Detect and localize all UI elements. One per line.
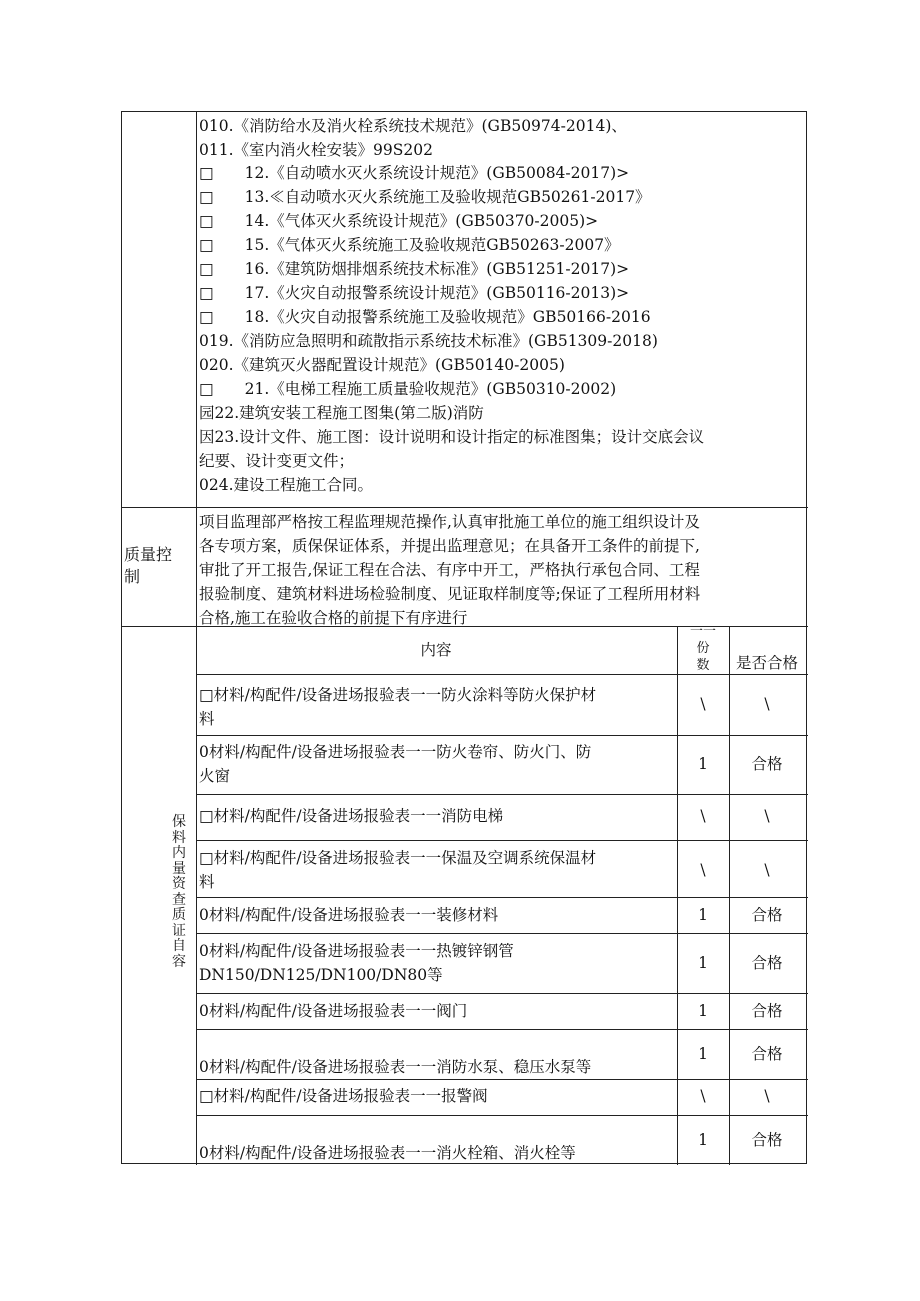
- reference-item: □ 12.《自动喷水灭火系统设计规范》(GB50084-2017)>: [199, 164, 630, 182]
- qualified-value: 合格: [751, 906, 783, 924]
- quality-line: 审批了开工报告,保证工程在合法、有序中开工，严格执行承包合同、工程: [199, 561, 700, 579]
- copies-value: 1: [698, 1002, 708, 1020]
- row-divider: [196, 674, 808, 675]
- reference-item: □ 17.《火灾自动报警系统设计规范》(GB50116-2013)>: [199, 284, 630, 302]
- material-item: 0材料/构配件/设备进场报验表一一阀门: [199, 1002, 468, 1020]
- reference-item: □ 13.≪自动喷水灭火系统施工及验收规范GB50261-2017》: [199, 188, 651, 206]
- material-item: □材料/构配件/设备进场报验表一一消防电梯: [199, 807, 504, 825]
- copies-value: \: [700, 1087, 706, 1105]
- section-divider-1: [122, 507, 808, 508]
- reference-item: 园22.建筑安装工程施工图集(第二版)消防: [199, 404, 484, 422]
- reference-item: 纪要、设计变更文件；: [199, 452, 355, 470]
- copies-value: 1: [698, 1045, 708, 1063]
- reference-item: □ 16.《建筑防烟排烟系统技术标准》(GB51251-2017)>: [199, 260, 630, 278]
- reference-item: 020.《建筑灭火器配置设计规范》(GB50140-2005): [199, 356, 565, 374]
- row-divider: [196, 794, 808, 795]
- material-item-cont: 料: [199, 873, 215, 891]
- material-item-cont: DN150/DN125/DN100/DN80等: [199, 966, 443, 984]
- quality-line: 报验制度、建筑材料进场检验制度、见证取样制度等;保证了工程所用材料: [199, 585, 701, 603]
- qualified-value: \: [764, 1087, 770, 1105]
- qualified-value: 合格: [751, 1045, 783, 1063]
- qualified-value: 合格: [751, 954, 783, 972]
- material-item: 0材料/构配件/设备进场报验表一一热镀锌钢管: [199, 942, 514, 960]
- reference-item: □ 14.《气体灭火系统设计规范》(GB50370-2005)>: [199, 212, 599, 230]
- material-item: □材料/构配件/设备进场报验表一一防火涂料等防火保护材: [199, 686, 597, 704]
- header-content: 内容: [420, 641, 452, 659]
- row-divider: [196, 840, 808, 841]
- reference-item: 010.《消防给水及消火栓系统技术规范》(GB50974-2014)、: [199, 117, 627, 135]
- row-divider: [196, 1079, 808, 1080]
- material-item: 0材料/构配件/设备进场报验表一一消防水泵、稳压水泵等: [199, 1058, 592, 1076]
- reference-item: □ 15.《气体灭火系统施工及验收规范GB50263-2007》: [199, 236, 620, 254]
- reference-item: 019.《消防应急照明和疏散指示系统技术标准》(GB51309-2018): [199, 332, 658, 350]
- qualified-value: \: [764, 807, 770, 825]
- row-divider: [196, 1029, 808, 1030]
- row-divider: [196, 1115, 808, 1116]
- quality-line: 各专项方案，质保保证体系，并提出监理意见；在具备开工条件的前提下,: [199, 537, 700, 555]
- qualified-value: \: [764, 861, 770, 879]
- material-item: 0材料/构配件/设备进场报验表一一消火栓箱、消火栓等: [199, 1144, 576, 1162]
- quality-line: 合格,施工在验收合格的前提下有序进行: [199, 609, 468, 627]
- reference-item: □ 21.《电梯工程施工质量验收规范》(GB50310-2002): [199, 380, 617, 398]
- row-divider: [196, 993, 808, 994]
- reference-item: □ 18.《火灾自动报警系统施工及验收规范》GB50166-2016: [199, 308, 651, 326]
- quality-control-label: 质量控 制: [124, 545, 173, 586]
- material-item: 0材料/构配件/设备进场报验表一一防火卷帘、防火门、防: [199, 743, 592, 761]
- copies-value: \: [700, 861, 706, 879]
- qualified-value: \: [764, 695, 770, 713]
- row-divider: [196, 897, 808, 898]
- reference-item: 024.建设工程施工合同。: [199, 476, 374, 494]
- header-copies: 一一 份 数: [689, 624, 716, 673]
- material-item: □材料/构配件/设备进场报验表一一报警阀: [199, 1087, 488, 1105]
- materials-side-label: 保 料 内 量 资 查 质 证 自 容: [172, 814, 186, 970]
- reference-item: 011.《室内消火栓安装》99S202: [199, 141, 433, 159]
- row-divider: [196, 933, 808, 934]
- quality-line: 项目监理部严格按工程监理规范操作,认真审批施工单位的施工组织设计及: [199, 513, 700, 531]
- qualified-value: 合格: [751, 1131, 783, 1149]
- row-divider: [196, 735, 808, 736]
- copies-value: \: [700, 695, 706, 713]
- qualified-value: 合格: [751, 1002, 783, 1020]
- copies-value: 1: [698, 1131, 708, 1149]
- header-qualified: 是否合格: [735, 654, 798, 672]
- copies-value: 1: [698, 954, 708, 972]
- material-item: 0材料/构配件/设备进场报验表一一装修材料: [199, 906, 499, 924]
- material-item-cont: 料: [199, 710, 215, 728]
- copies-value: 1: [698, 755, 708, 773]
- material-item: □材料/构配件/设备进场报验表一一保温及空调系统保温材: [199, 849, 597, 867]
- copies-value: \: [700, 807, 706, 825]
- copies-value: 1: [698, 906, 708, 924]
- reference-item: 因23.设计文件、施工图：设计说明和设计指定的标准图集；设计交底会议: [199, 428, 705, 446]
- material-item-cont: 火窗: [199, 767, 231, 785]
- qualified-value: 合格: [751, 755, 783, 773]
